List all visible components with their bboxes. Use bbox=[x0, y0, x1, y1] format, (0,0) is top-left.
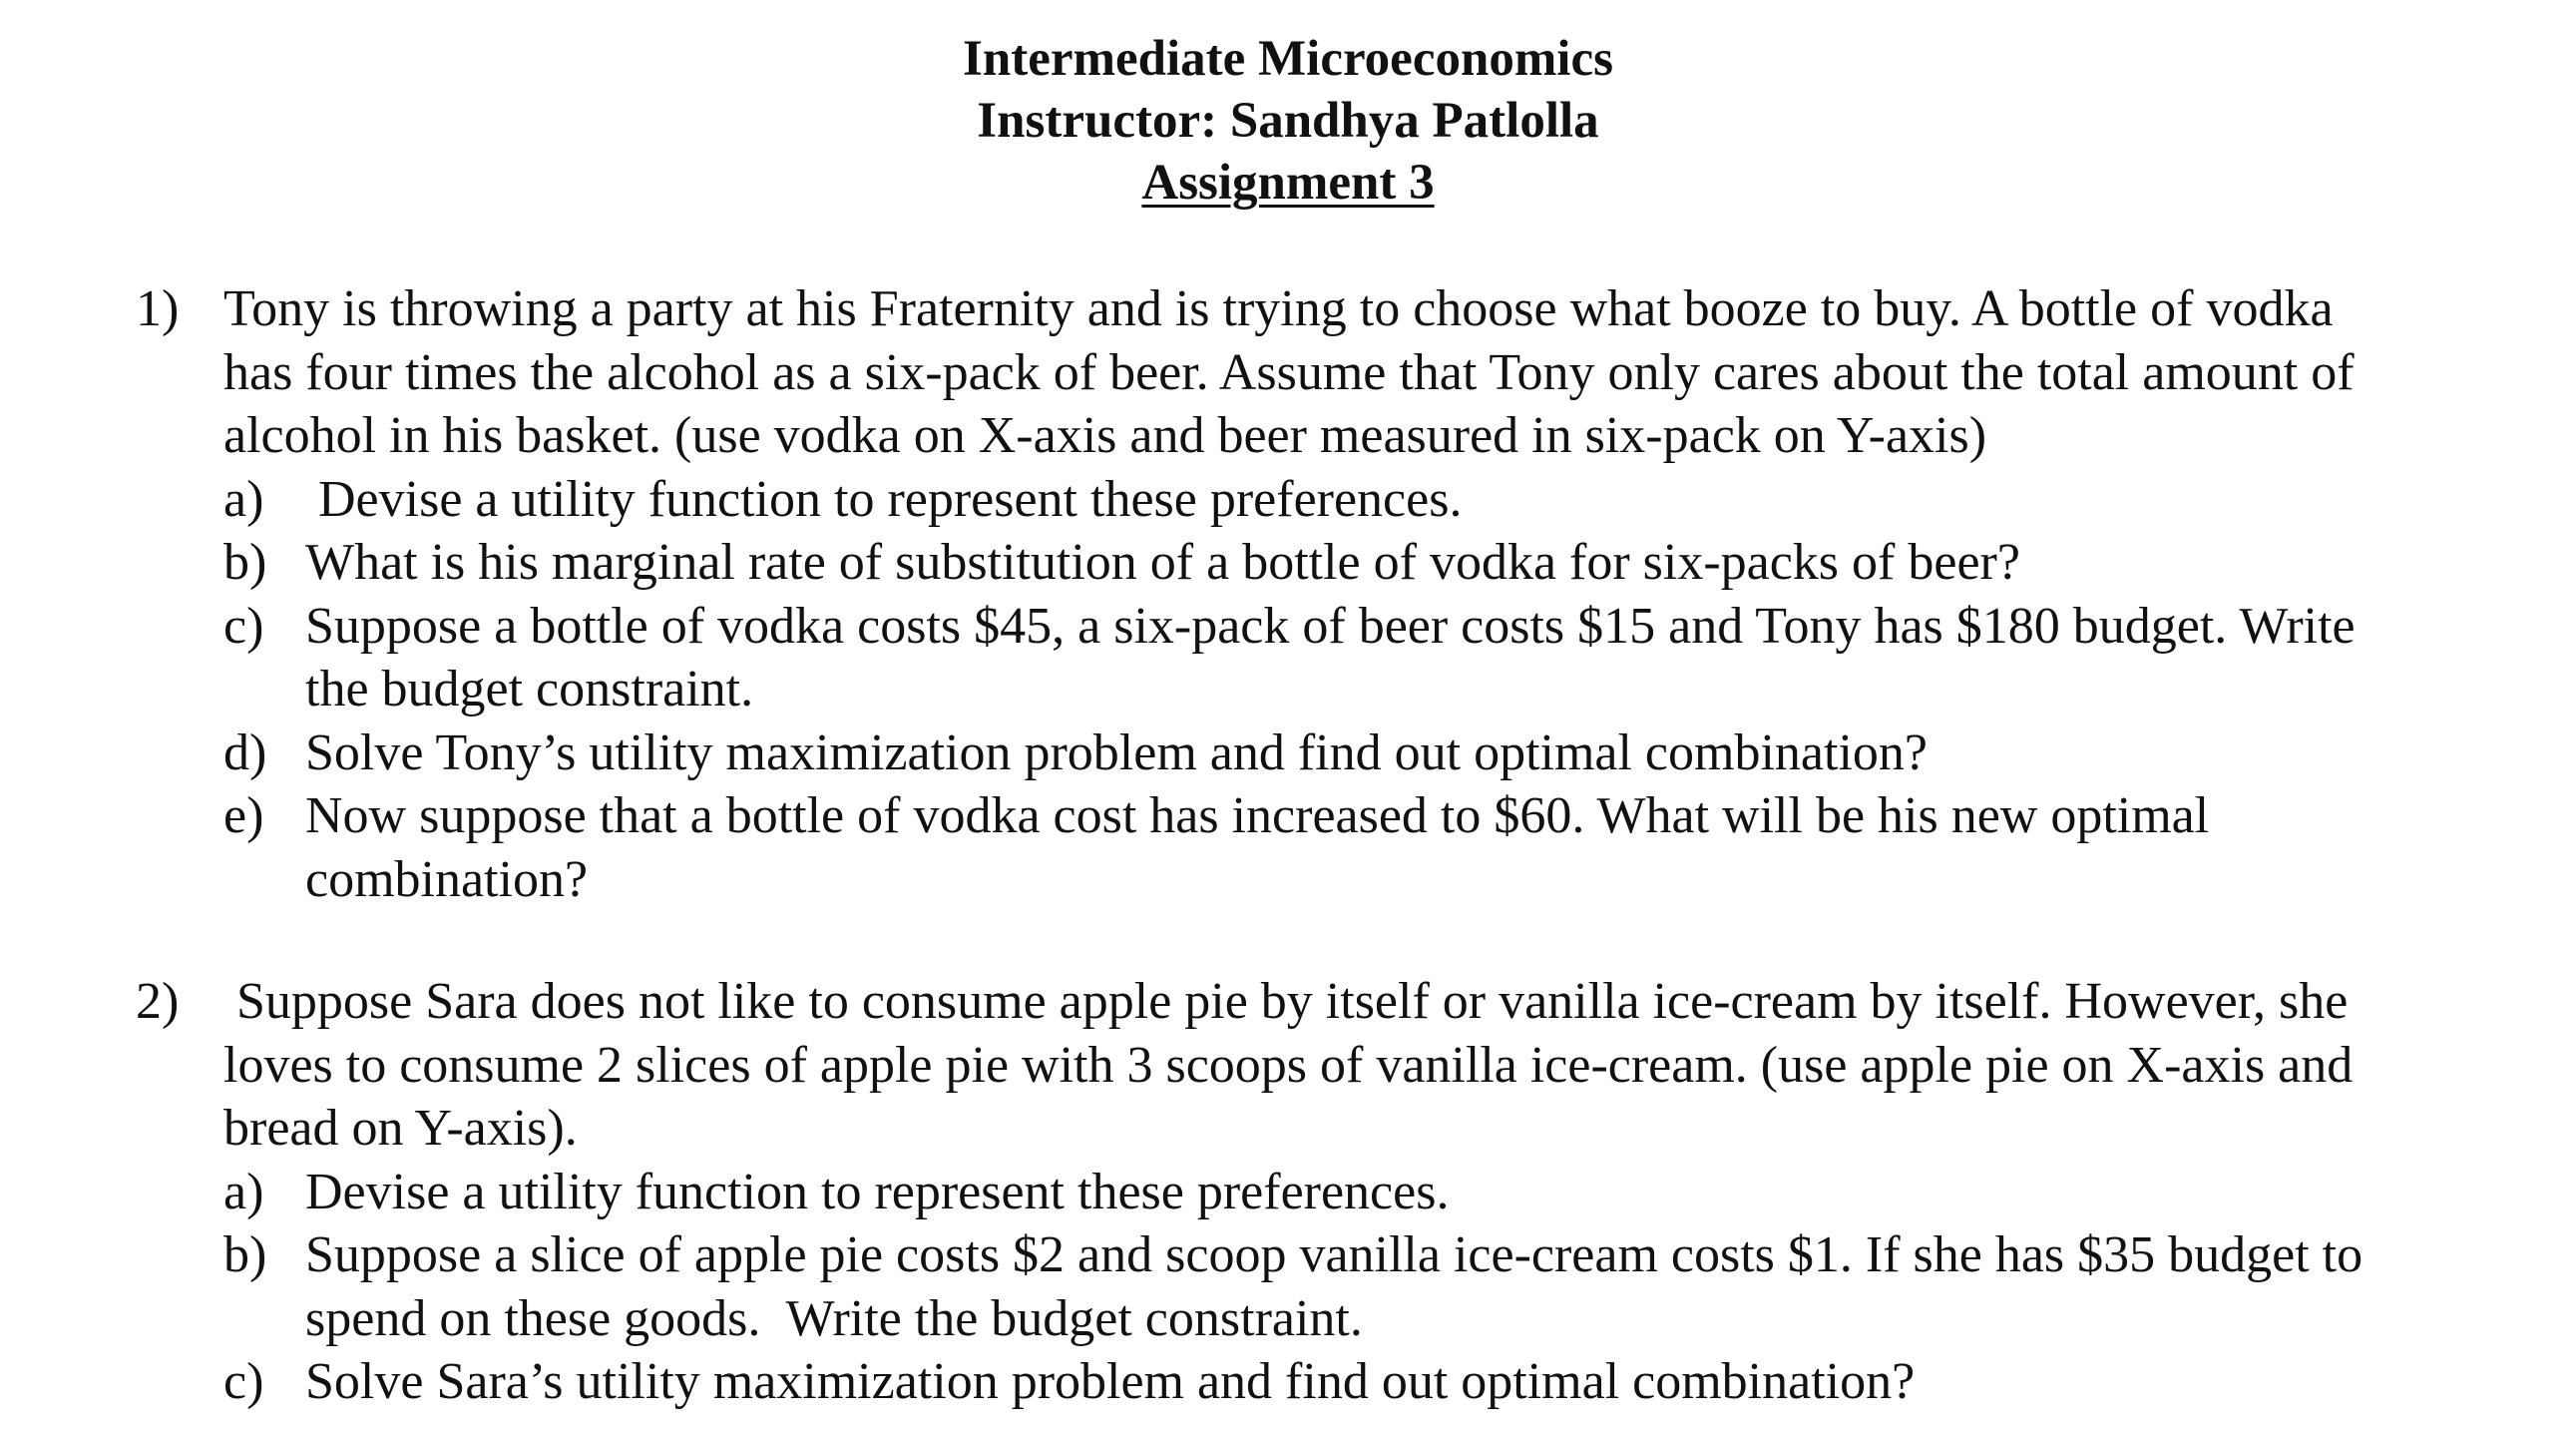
part-line: Suppose a bottle of vodka costs $45, a six-pack of beer costs $15 and Tony has $180 budget. Write bbox=[305, 597, 2356, 655]
part-line: Suppose a slice of apple pie costs $2 and scoop vanilla ice-cream costs $1. If she has $35 budget to bbox=[305, 1226, 2363, 1283]
part-letter: a) bbox=[223, 1163, 264, 1220]
question-line: loves to consume 2 slices of apple pie with 3 scoops of vanilla ice-cream. (use apple pie on X-axis and bbox=[223, 1036, 2354, 1094]
question-number: 1) bbox=[136, 280, 180, 337]
part-letter: c) bbox=[223, 1353, 264, 1410]
question-text bbox=[223, 970, 2518, 1161]
part-text bbox=[305, 531, 2520, 595]
part-letter: c) bbox=[223, 597, 264, 655]
document-header bbox=[0, 28, 2576, 214]
part-text bbox=[305, 784, 2520, 911]
question-line: has four times the alcohol as a six-pack of beer. Assume that Tony only cares about the total amount of bbox=[223, 343, 2355, 401]
assignment-title bbox=[0, 152, 2576, 214]
question-line: alcohol in his basket. (use vodka on X-axis and beer measured in six-pack on Y-axis) bbox=[223, 407, 1987, 464]
part-line: What is his marginal rate of substitution of a bottle of vodka for six-packs of beer? bbox=[305, 534, 2020, 591]
part-letter: e) bbox=[223, 787, 264, 844]
part-line: Devise a utility function to represent these preferences. bbox=[305, 470, 1463, 528]
part-text bbox=[305, 595, 2520, 721]
part-line: Now suppose that a bottle of vodka cost has increased to $60. What will be his new optimal bbox=[305, 787, 2210, 844]
part-line: spend on these goods. Write the budget constraint. bbox=[305, 1289, 1363, 1347]
question-line: Tony is throwing a party at his Fraternity and is trying to choose what booze to buy. A bottle of vodka bbox=[223, 280, 2334, 337]
part-line: combination? bbox=[305, 850, 589, 908]
instructor-name: Instructor: Sandhya Patlolla bbox=[977, 93, 1599, 149]
part-line: Devise a utility function to represent these preferences. bbox=[305, 1163, 1450, 1220]
part-line: Solve Sara’s utility maximization problem and find out optimal combination? bbox=[305, 1353, 1916, 1410]
part-text bbox=[305, 1223, 2520, 1350]
part-letter: b) bbox=[223, 1226, 267, 1283]
question-line: bread on Y-axis). bbox=[223, 1100, 578, 1157]
part-text bbox=[305, 1350, 2520, 1414]
part-line: the budget constraint. bbox=[305, 661, 754, 718]
part-letter: b) bbox=[223, 534, 267, 591]
part-text bbox=[305, 1161, 2520, 1224]
question-line: Suppose Sara does not like to consume apple pie by itself or vanilla ice-cream by itself. However, she bbox=[223, 973, 2349, 1030]
part-text bbox=[305, 721, 2520, 785]
part-letter: a) bbox=[223, 470, 264, 528]
question-text bbox=[223, 277, 2518, 468]
question-number: 2) bbox=[136, 973, 180, 1030]
part-text bbox=[305, 468, 2520, 532]
assignment-title-text: Assignment 3 bbox=[1141, 155, 1435, 211]
course-title: Intermediate Microeconomics bbox=[963, 31, 1613, 87]
part-letter: d) bbox=[223, 723, 267, 781]
part-line: Solve Tony’s utility maximization problem and find out optimal combination? bbox=[305, 723, 1928, 781]
